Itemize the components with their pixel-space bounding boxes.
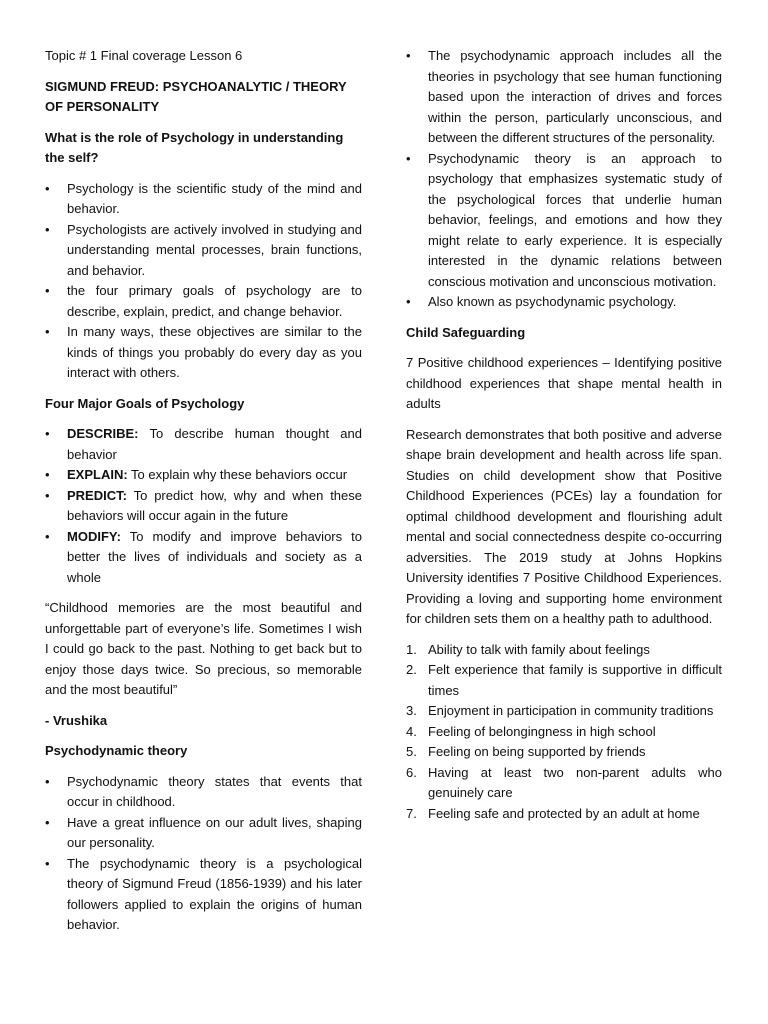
right-column: [406, 46, 722, 824]
quote-author: - Vrushika: [45, 712, 108, 728]
section-question: What is the role of Psychology in understanding the self?: [45, 129, 344, 165]
list-item: [406, 640, 722, 661]
list-number: 5.: [406, 744, 417, 759]
list-item-text: Feeling on being supported by friends: [428, 744, 646, 759]
list-item-text: Having at least two non-parent adults who genuinely care: [428, 764, 722, 800]
role-bullet-list: [45, 179, 362, 384]
goal-term: MODIFY:: [67, 528, 121, 544]
goal-text: To modify and improve behaviors to better the lives of individuals and society as a whole: [67, 528, 362, 585]
list-item: [406, 722, 722, 743]
goal-text: To predict how, why and when these behaviors will occur again in the future: [67, 487, 362, 523]
list-item: [406, 660, 722, 701]
goal-describe: [45, 424, 362, 465]
list-item: [406, 701, 722, 722]
goal-modify: [45, 527, 362, 589]
list-item-text: Ability to talk with family about feelings: [428, 641, 650, 657]
list-item: • Psychology is the scientific study of the mind and behavior.: [45, 179, 362, 220]
list-item-text: Felt experience that family is supportive in difficult times: [428, 662, 722, 698]
research-paragraph: Research demonstrates that both positive and adverse shape brain development and health across life span. Studies on child development show that Positive Childhood Experiences (PCEs) lay a foundation for optimal childhood development and flourishing adult mental and social connectedness despite co-occurring adversities. The 2019 study at Johns Hopkins University identifies 7 Positive Childhood Experiences. Providing a loving and supporting home environment for children sets them on a healthy path to adulthood.: [406, 426, 722, 626]
page-title: SIGMUND FREUD: PSYCHOANALYTIC / THEORY OF PERSONALITY: [45, 78, 347, 114]
list-item-text: Enjoyment in participation in community traditions: [428, 703, 714, 718]
list-item: [406, 742, 722, 763]
quote: “Childhood memories are the most beautiful and unforgettable part of everyone’s life. Sometimes I wish I could go back to the past. Nothing to get back but to enjoy those days twice. So precious, so memorable and the most beautiful”: [45, 600, 362, 697]
goal-text: To describe human thought and behavior: [67, 426, 362, 462]
goal-text: To explain why these behaviors occur: [127, 467, 348, 482]
list-item: • The psychodynamic theory is a psychological theory of Sigmund Freud (1856-1939) and his later followers applied to explain the origins of human behavior.: [45, 854, 362, 936]
list-number: 3.: [406, 703, 417, 718]
list-item: • Psychodynamic theory is an approach to psychology that emphasizes systematic study of the psychological forces that underlie human behavior, feelings, and emotions and how they might relate to early experience. It is especially interested in the dynamic relations between conscious motivation and unconscious motivation.: [406, 149, 722, 293]
list-item-text: Feeling safe and protected by an adult at home: [428, 805, 700, 821]
list-item: • Have a great influence on our adult lives, shaping our personality.: [45, 813, 362, 854]
psychodynamic-bullet-list: [45, 772, 362, 936]
list-number: 7.: [406, 805, 417, 821]
goal-predict: [45, 486, 362, 527]
list-item: • In many ways, these objectives are similar to the kinds of things you probably do every day as you interact with others.: [45, 322, 362, 384]
psychodynamic-bullet-list-continued: [406, 46, 722, 313]
safeguarding-heading: Child Safeguarding: [406, 324, 526, 340]
list-item: [406, 763, 722, 804]
pce-intro: 7 Positive childhood experiences – Identifying positive childhood experiences that shape mental health in adults: [406, 355, 722, 411]
list-item: • The psychodynamic approach includes all the theories in psychology that see human functioning based upon the interaction of drives and forces within the person, particularly unconscious, and between the different structures of the personality.: [406, 46, 722, 149]
list-item: • Psychologists are actively involved in studying and understanding mental processes, brain functions, and behavior.: [45, 220, 362, 282]
list-item: • the four primary goals of psychology are to describe, explain, predict, and change behavior.: [45, 281, 362, 322]
goal-explain: [45, 465, 362, 486]
list-item: • Also known as psychodynamic psychology.: [406, 292, 722, 313]
goals-heading: Four Major Goals of Psychology: [45, 395, 245, 411]
list-number: 4.: [406, 723, 417, 739]
topic-line: Topic # 1 Final coverage Lesson 6: [45, 48, 243, 63]
goal-term: PREDICT:: [67, 487, 127, 503]
psychodynamic-heading: Psychodynamic theory: [45, 743, 188, 758]
list-number: 2.: [406, 662, 417, 677]
goal-term: EXPLAIN:: [67, 467, 128, 482]
list-item-text: Feeling of belongingness in high school: [428, 723, 656, 739]
list-number: 6.: [406, 764, 417, 780]
goal-term: DESCRIBE:: [67, 426, 139, 441]
list-number: 1.: [406, 641, 417, 657]
list-item: • Psychodynamic theory states that events that occur in childhood.: [45, 772, 362, 813]
pce-numbered-list: [406, 640, 722, 825]
left-column: [45, 46, 362, 936]
goals-list: [45, 424, 362, 588]
list-item: [406, 804, 722, 825]
